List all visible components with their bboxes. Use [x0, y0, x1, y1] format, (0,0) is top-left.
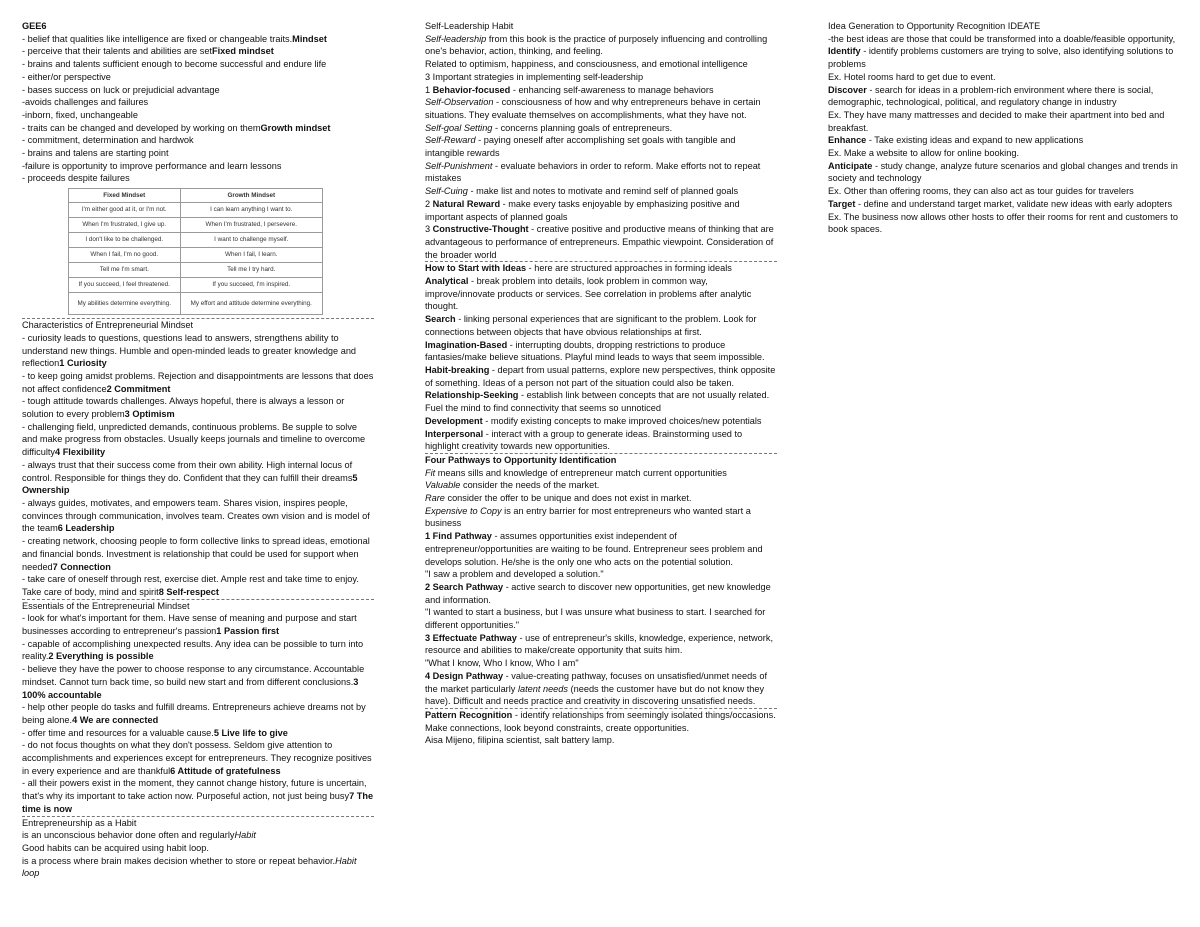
- note-text: -failure is opportunity to improve performance and learn lessons: [22, 160, 282, 171]
- note-term: Four Pathways to Opportunity Identification: [425, 454, 617, 465]
- note-line: [22, 122, 374, 135]
- note-term: Identify: [828, 46, 861, 57]
- note-term: Habit-breaking: [425, 364, 490, 375]
- note-term: 4 Design Pathway: [425, 670, 504, 681]
- note-text: - always guides, motivates, and empowers team. Shares vision, inspires people, convinces through communication, involves team. Creates own vision and is model of the team: [22, 497, 370, 534]
- note-term: Interpersonal: [425, 428, 484, 439]
- note-line: [22, 109, 374, 122]
- table-cell: My abilities determine everything.: [69, 293, 181, 315]
- note-emphasis: Habit: [234, 830, 256, 841]
- table-cell: I'm either good at it, or I'm not.: [69, 203, 181, 218]
- note-text: - concerns planning goals of entrepreneurs.: [492, 122, 673, 133]
- note-term: 4 We are connected: [72, 714, 159, 725]
- note-text: - make every tasks enjoyable by emphasizing positive and important aspects of planned goals: [425, 198, 740, 222]
- note-line: [22, 497, 374, 535]
- note-text: - establish link between concepts that are not usually related. Fuel the mind to find connectivity that seems so unnoticed: [425, 390, 770, 414]
- note-text: -inborn, fixed, unchangeable: [22, 109, 138, 120]
- note-term: 2 Search Pathway: [425, 581, 504, 592]
- note-text: Ex. Other than offering rooms, they can also act as tour guides for travelers: [828, 186, 1134, 197]
- note-emphasis: Expensive to Copy: [425, 505, 502, 516]
- note-line: [425, 606, 777, 631]
- note-text: from this book is the practice of purposely influencing and controlling one's behavior, action, thinking, and feeling.: [425, 33, 768, 57]
- note-line: [828, 71, 1180, 84]
- note-term: 3 100% accountable: [22, 676, 359, 700]
- note-line: [425, 84, 777, 97]
- note-text: - enhancing self-awareness to manage behaviors: [510, 84, 714, 95]
- note-line: [828, 198, 1180, 211]
- note-line: [828, 147, 1180, 160]
- self-leadership-section: [425, 20, 777, 261]
- note-line: [425, 185, 777, 198]
- note-line: [828, 160, 1180, 185]
- note-emphasis: Self-Punishment: [425, 160, 493, 171]
- note-text: - offer time and resources for a valuable cause.: [22, 727, 214, 738]
- note-line: [425, 632, 777, 657]
- note-line: [425, 492, 777, 505]
- note-emphasis: Habit loop: [22, 855, 357, 879]
- note-line: [22, 638, 374, 663]
- note-text: - use of entrepreneur's skills, knowledge, experience, network, resource and abilities to make/create opportunity that suits him.: [425, 632, 773, 656]
- note-line: [425, 389, 777, 414]
- note-text: - proceeds despite failures: [22, 173, 130, 184]
- note-term: Growth mindset: [260, 122, 331, 133]
- note-line: [22, 58, 374, 71]
- note-line: [425, 657, 777, 670]
- note-text: Ex. Hotel rooms hard to get due to event.: [828, 71, 996, 82]
- note-line: [425, 160, 777, 185]
- note-text: - here are structured approaches in forming ideals: [526, 263, 732, 274]
- note-text: - always trust that their success come from their own ability. High internal locus of control. Responsible for things they do. Confident that they can fulfill their dreams: [22, 459, 353, 483]
- note-text: - commitment, determination and hardwok: [22, 135, 194, 146]
- note-text: 3 Important strategies in implementing self-leadership: [425, 71, 644, 82]
- note-term: Imagination-Based: [425, 339, 508, 350]
- note-line: [22, 172, 374, 185]
- table-cell: When I fail, I learn.: [180, 248, 322, 263]
- note-term: Development: [425, 415, 483, 426]
- pathways-section: [425, 453, 777, 708]
- note-emphasis: Fit: [425, 467, 436, 478]
- table-header-growth: Growth Mindset: [180, 189, 322, 203]
- column-left: [22, 20, 374, 880]
- note-term: 6 Attitude of gratefulness: [170, 765, 281, 776]
- note-text: - take care of oneself through rest, exercise diet. Ample rest and take time to enjoy. Take care of body, mind and spirit: [22, 574, 359, 597]
- note-line: [22, 459, 374, 497]
- note-text: is an unconscious behavior done often and regularly: [22, 830, 235, 841]
- note-term: Pattern Recognition: [425, 709, 513, 720]
- note-term: 2 Commitment: [106, 383, 171, 394]
- note-text: Idea Generation to Opportunity Recognition IDEATE: [828, 21, 1041, 31]
- note-text: - linking personal experiences that are significant to the problem. Look for connections between objects that have obvious relationships at first.: [425, 314, 757, 337]
- ideas-section: [425, 261, 777, 453]
- note-emphasis: Valuable: [425, 480, 461, 491]
- note-emphasis: Self-goal Setting: [425, 122, 493, 133]
- note-term: Analytical: [425, 276, 469, 287]
- note-line: [22, 777, 374, 815]
- note-term: Fixed mindset: [211, 46, 274, 57]
- note-text: - traits can be changed and developed by working on them: [22, 122, 261, 133]
- note-line: [22, 663, 374, 701]
- table-row: [69, 278, 323, 293]
- note-line: [425, 20, 777, 33]
- note-line: [425, 198, 777, 223]
- note-line: [425, 581, 777, 606]
- ideate-section: [828, 20, 1180, 236]
- note-text: - paying oneself after accomplishing set goals with tangible and intangible rewards: [425, 135, 736, 159]
- note-text: "I wanted to start a business, but I was unsure what business to start. I searched for different opportunities.": [425, 607, 766, 631]
- note-line: [22, 842, 374, 855]
- note-line: [425, 96, 777, 121]
- note-line: [425, 415, 777, 428]
- note-text: - interact with a group to generate ideas. Brainstorming used to highlight creativity towards new opportunities.: [425, 428, 743, 452]
- note-term: 3 Optimism: [124, 409, 175, 420]
- note-text: - evaluate behaviors in order to reform. Make efforts not to repeat mistakes: [425, 160, 761, 184]
- note-text: - brains and talens are starting point: [22, 148, 169, 159]
- note-line: [828, 20, 1180, 33]
- note-text: Aisa Mijeno, filipina scientist, salt battery lamp.: [425, 735, 615, 746]
- note-term: Search: [425, 314, 456, 325]
- note-line: [425, 122, 777, 135]
- table-cell: When I'm frustrated, I persevere.: [180, 218, 322, 233]
- note-term: 1 Passion first: [216, 626, 280, 637]
- note-text: -avoids challenges and failures: [22, 97, 149, 108]
- note-line: [22, 160, 374, 173]
- note-text: Ex. Make a website to allow for online booking.: [828, 148, 1019, 159]
- note-term: 5 Ownership: [22, 472, 358, 496]
- note-text: is a process where brain makes decision whether to store or repeat behavior.: [22, 855, 336, 866]
- note-line: [828, 84, 1180, 109]
- note-text: - study change, analyze future scenarios and global changes and trends in society and technology: [828, 160, 1178, 184]
- note-text: - curiosity leads to questions, questions lead to answers, strengthens ability to understand new things. Humble and open-minded leads to greater knowledge and reflection: [22, 332, 357, 369]
- note-text: - assumes opportunities exist independent of entrepreneur/opportunities are waiting to be found. Entrepreneur sees problem and develops solution. He/she is the only one who acts on the potential solution.: [425, 531, 763, 567]
- note-term: 1 Curiosity: [59, 358, 107, 369]
- table-cell: I want to challenge myself.: [180, 233, 322, 248]
- characteristics-section: [22, 318, 374, 598]
- note-text: - Take existing ideas and expand to new applications: [866, 135, 1084, 146]
- note-term: Enhance: [828, 135, 867, 146]
- table-row: [69, 293, 323, 315]
- note-line: [22, 71, 374, 84]
- note-line: [828, 134, 1180, 147]
- note-term: 3 Effectuate Pathway: [425, 632, 517, 643]
- pattern-section: [425, 708, 777, 747]
- note-text: 1: [425, 84, 433, 95]
- note-line: [425, 58, 777, 71]
- note-line: [828, 33, 1180, 46]
- note-term: 7 Connection: [52, 561, 111, 572]
- note-text: - either/or perspective: [22, 71, 111, 82]
- note-text: Related to optimism, happiness, and consciousness, and emotional intelligence: [425, 59, 748, 70]
- note-line: [22, 727, 374, 740]
- note-line: [22, 134, 374, 147]
- note-text: consider the needs of the market.: [460, 480, 600, 491]
- note-term: 6 Leadership: [57, 523, 115, 534]
- note-text: Self-Leadership Habit: [425, 21, 514, 31]
- note-term: 2 Everything is possible: [48, 651, 154, 662]
- note-line: [425, 71, 777, 84]
- note-emphasis: Self-Cuing: [425, 186, 468, 197]
- note-text: - define and understand target market, validate new ideas with early adopters: [855, 198, 1173, 209]
- note-text: - all their powers exist in the moment, they cannot change history, future is uncertain, that's why its important to take action now. Purposeful action, not just being busy: [22, 778, 367, 802]
- note-line: [22, 84, 374, 97]
- mindset-comparison-table: [68, 188, 323, 315]
- table-cell: If you succeed, I feel threatened.: [69, 278, 181, 293]
- note-emphasis: Self-Observation: [425, 97, 494, 108]
- table-cell: I can learn anything I want to.: [180, 203, 322, 218]
- table-cell: When I fail, I'm no good.: [69, 248, 181, 263]
- note-line: [22, 319, 374, 332]
- note-line: [22, 817, 374, 830]
- note-text: - identify problems customers are trying to solve, also identifying solutions to problems: [828, 46, 1174, 70]
- note-term: 5 Live life to give: [213, 727, 288, 738]
- table-cell: Tell me I try hard.: [180, 263, 322, 278]
- table-cell: When I'm frustrated, I give up.: [69, 218, 181, 233]
- note-text: - brains and talents sufficient enough to become successful and endure life: [22, 59, 327, 70]
- note-term: Relationship-Seeking: [425, 390, 519, 401]
- note-line: [22, 739, 374, 777]
- note-line: [22, 33, 374, 46]
- note-term: Discover: [828, 84, 867, 95]
- note-text: - look for what's important for them. Have sense of meaning and purpose and start businesses according to entrepreneur's passion: [22, 613, 357, 637]
- note-line: [425, 467, 777, 480]
- note-text: - creating network, choosing people to form collective links to spread ideas, emotional and financial bonds. Investment is relationship that could be used for support when needed: [22, 536, 370, 572]
- note-term: Target: [828, 198, 856, 209]
- note-line: [22, 421, 374, 459]
- note-line: [22, 600, 374, 613]
- note-text: - active search to discover new opportunities, get new knowledge and information.: [425, 581, 771, 605]
- note-text: - break problem into details, look problem in common way, improve/innovate products or services. See correlation in problems after analytic thought.: [425, 276, 752, 312]
- note-text: Entrepreneurship as a Habit: [22, 817, 137, 828]
- note-text: means sills and knowledge of entrepreneur match current opportunities: [435, 467, 727, 478]
- note-text: Good habits can be acquired using habit loop.: [22, 842, 209, 853]
- note-line: [425, 134, 777, 159]
- note-line: [22, 147, 374, 160]
- note-line: [425, 275, 777, 313]
- note-line: [828, 45, 1180, 70]
- note-text: Characteristics of Entrepreneurial Mindset: [22, 320, 194, 331]
- table-header-fixed: Fixed Mindset: [69, 189, 181, 203]
- note-line: [22, 701, 374, 726]
- note-text: - perceive that their talents and abilities are set: [22, 46, 212, 57]
- note-text: 3: [425, 224, 433, 235]
- note-line: [425, 568, 777, 581]
- note-line: [425, 364, 777, 389]
- note-line: [22, 829, 374, 842]
- note-text: - search for ideas in a problem-rich environment where there is social, demographic, technological, political, and regulatory change in industry: [828, 84, 1154, 108]
- note-text: Essentials of the Entrepreneurial Mindset: [22, 600, 190, 611]
- note-term: 1 Find Pathway: [425, 531, 492, 542]
- note-line: [22, 96, 374, 109]
- note-text: -the best ideas are those that could be transformed into a doable/feasible opportunity,: [828, 33, 1176, 44]
- note-line: [425, 339, 777, 364]
- table-cell: Tell me I'm smart.: [69, 263, 181, 278]
- note-line: [22, 45, 374, 58]
- note-line: [425, 313, 777, 338]
- note-text: - bases success on luck or prejudicial advantage: [22, 84, 220, 95]
- note-text: - value-creating pathway, focuses on unsatisfied/unmet needs of the market particularly: [425, 670, 767, 694]
- note-text: - do not focus thoughts on what they don't possess. Seldom give attention to accomplishments and experiences except for entrepreneurs. They recognize positives in every experience and are thankful: [22, 740, 372, 776]
- note-text: - interrupting doubts, dropping restrictions to produce fantasies/make believe situations. Playful mind leads to ways that seem impossible.: [425, 339, 765, 363]
- note-line: [425, 505, 777, 530]
- note-emphasis: Rare: [425, 493, 445, 504]
- note-text: consider the offer to be unique and does not exist in market.: [444, 493, 692, 504]
- note-line: [425, 709, 777, 734]
- note-line: [425, 670, 777, 708]
- habit-section: [22, 816, 374, 881]
- note-text: Ex. The business now allows other hosts to offer their rooms for rent and customers to book spaces.: [828, 211, 1178, 235]
- note-text: - belief that qualities like intelligence are fixed or changeable traits.: [22, 33, 293, 44]
- note-line: [828, 185, 1180, 198]
- note-line: [22, 332, 374, 370]
- note-emphasis: Self-leadership: [425, 33, 487, 44]
- note-line: [828, 109, 1180, 134]
- essentials-section: [22, 599, 374, 816]
- note-line: [22, 370, 374, 395]
- note-line: [22, 855, 374, 880]
- table-row: [69, 233, 323, 248]
- note-line: [425, 479, 777, 492]
- note-text: - believe they have the power to choose response to any circumstance. Accountable mindset. Cannot turn back time, so build new start and from different conclusions.: [22, 664, 365, 687]
- note-text: "I saw a problem and developed a solution.": [425, 569, 604, 580]
- mindset-section: [22, 20, 374, 185]
- note-line: [425, 530, 777, 568]
- note-term: GEE6: [22, 21, 47, 31]
- note-line: [828, 211, 1180, 236]
- table-cell: My effort and attitude determine everything.: [180, 293, 322, 315]
- note-line: [425, 428, 777, 453]
- note-text: - tough attitude towards challenges. Always hopeful, there is always a lesson or solution to every problem: [22, 396, 345, 420]
- table-row: [69, 248, 323, 263]
- table-cell: I don't like to be challenged.: [69, 233, 181, 248]
- note-text: 2: [425, 198, 433, 209]
- note-line: [425, 262, 777, 275]
- table-row: [69, 263, 323, 278]
- note-text: - creative positive and productive means of thinking that are advantageous to performance of entrepreneurs. Empathic viewpoint. Consideration of the broader world: [425, 224, 774, 260]
- note-term: 7 The time is now: [22, 791, 374, 814]
- note-text: Ex. They have many mattresses and decided to make their apartment into bed and breakfast.: [828, 109, 1165, 133]
- note-text: - to keep going amidst problems. Rejection and disappointments are lessons that does not affect confidence: [22, 370, 374, 394]
- note-line: [22, 535, 374, 573]
- note-term: 8 Self-respect: [158, 586, 219, 597]
- note-term: Anticipate: [828, 160, 873, 171]
- note-text: - modify existing concepts to make improved choices/new potentials: [482, 415, 762, 426]
- note-text: (needs the customer have but do not know they have). Difficult and needs practice and creativity in discovering unsatisfied needs.: [425, 683, 765, 707]
- note-text: - identify relationships from seemingly isolated things/occasions. Make connections, look beyond constraints, create opportunities.: [425, 709, 776, 733]
- note-line: [22, 573, 374, 598]
- note-emphasis: Self-Reward: [425, 135, 476, 146]
- note-text: - help other people do tasks and fulfill dreams. Entrepreneurs achieve dreams not by being alone.: [22, 702, 366, 725]
- note-text: - capable of accomplishing unexpected results. Any idea can be possible to turn into reality.: [22, 638, 364, 662]
- note-line: [425, 223, 777, 261]
- note-term: How to Start with Ideas: [425, 263, 527, 274]
- note-text: - depart from usual patterns, explore new perspectives, think opposite of something. Ideas of a person not part of the situation could also be taken.: [425, 364, 776, 388]
- table-row: [69, 218, 323, 233]
- table-cell: If you succeed, I'm inspired.: [180, 278, 322, 293]
- note-text: "What I know, Who I know, Who I am": [425, 658, 579, 669]
- note-term: Behavior-focused: [432, 84, 511, 95]
- note-text: - consciousness of how and why entrepreneurs behave in certain situations. They evaluate themselves on accomplishments, what they have not.: [425, 97, 761, 120]
- note-line: [425, 454, 777, 467]
- note-term: Constructive-Thought: [432, 224, 529, 235]
- table-row: [69, 203, 323, 218]
- column-middle: [425, 20, 777, 747]
- note-text: - challenging field, unpredicted demands, continuous problems. Be supple to solve and make progress from obstacles. Usually keeps journals and timeline to overcome difficulty: [22, 421, 366, 458]
- column-right: [828, 20, 1180, 236]
- note-emphasis: latent needs: [517, 683, 568, 694]
- note-line: [425, 33, 777, 58]
- note-term: Natural Reward: [432, 198, 501, 209]
- note-text: is an entry barrier for most entrepreneurs who wanted start a business: [425, 505, 751, 529]
- note-term: 4 Flexibility: [55, 447, 106, 458]
- note-line: [22, 612, 374, 637]
- note-line: [22, 20, 374, 33]
- note-line: [22, 395, 374, 420]
- note-text: - make list and notes to motivate and remind self of planned goals: [467, 186, 739, 197]
- note-line: [425, 734, 777, 747]
- note-term: Mindset: [292, 33, 327, 44]
